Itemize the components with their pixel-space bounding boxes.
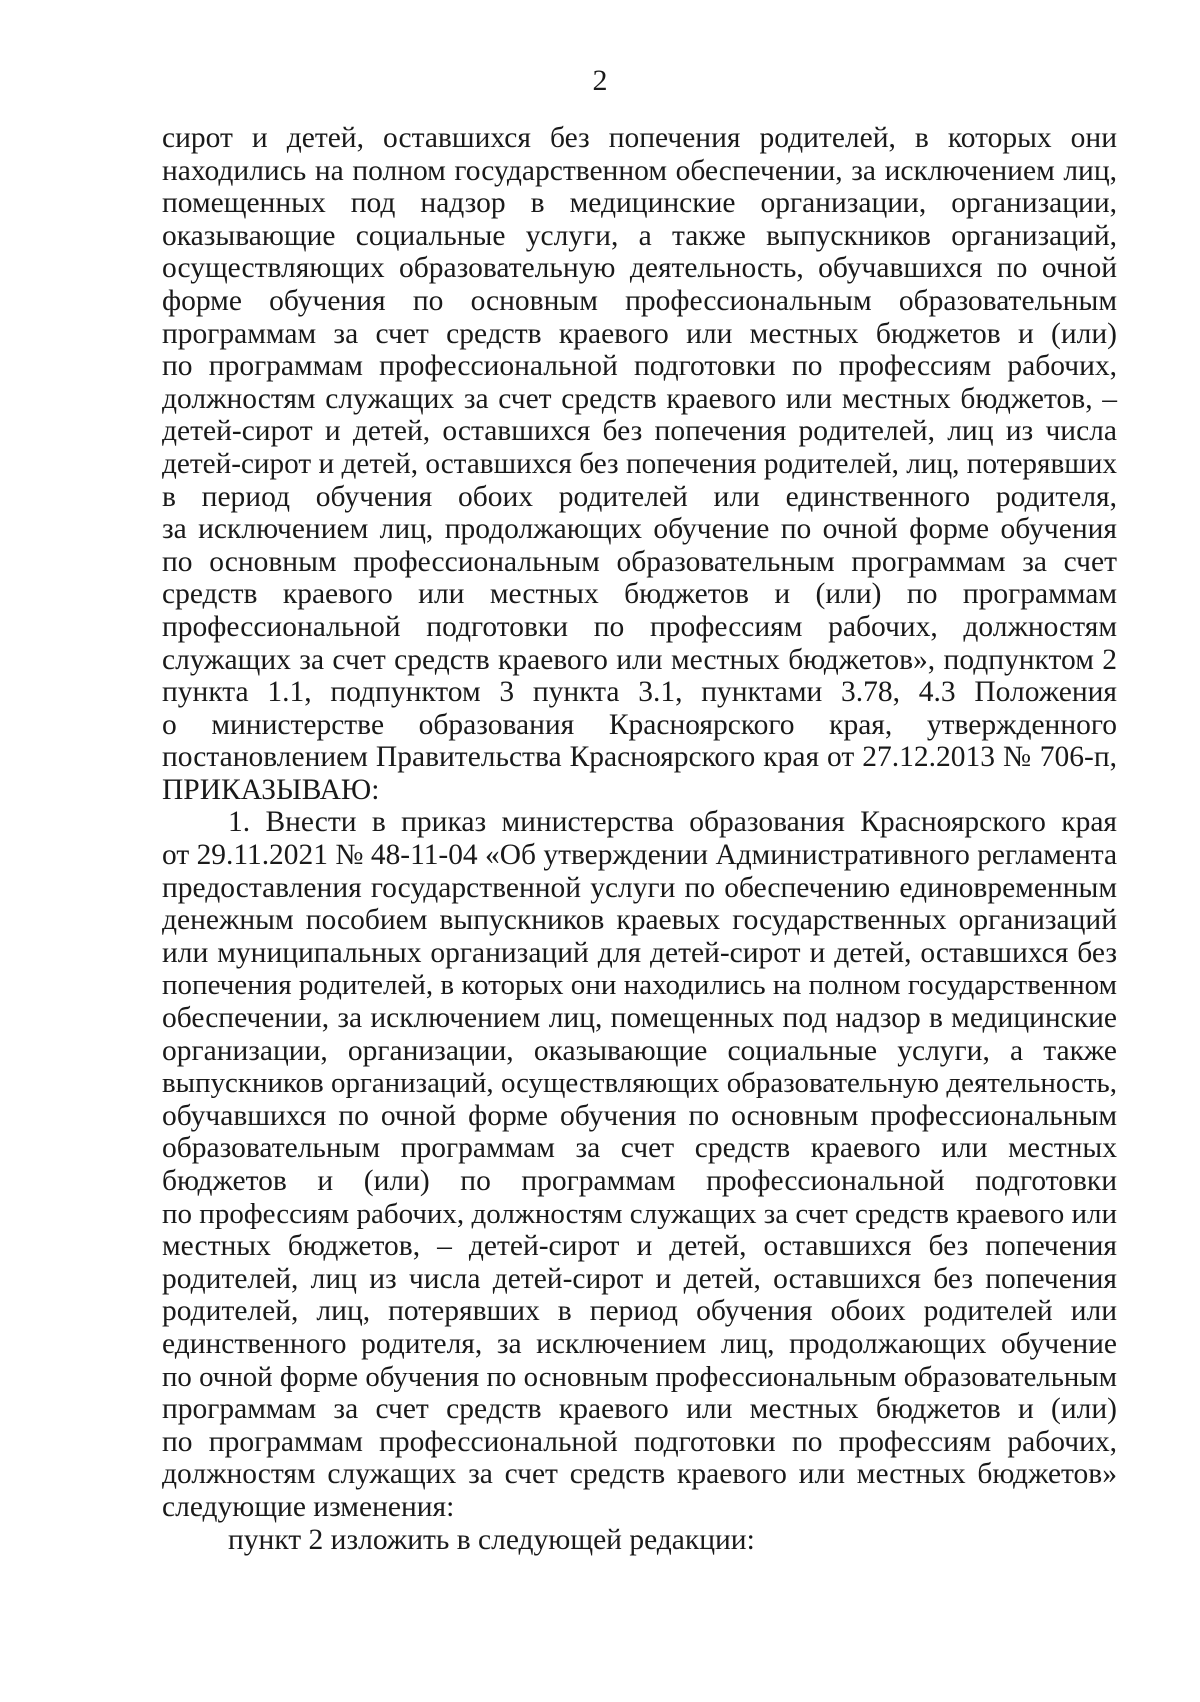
text-line: детей-сирот и детей, оставшихся без попечения родителей, лиц, потерявших xyxy=(162,447,1117,480)
order-heading: ПРИКАЗЫВАЮ: xyxy=(162,773,380,806)
text-line: о министерстве образования Красноярского края, утвержденного xyxy=(162,708,1117,741)
text-line: или муниципальных организаций для детей-сирот и детей, оставшихся без xyxy=(162,936,1117,969)
text-line: в период обучения обоих родителей или единственного родителя, xyxy=(162,480,1117,513)
text-line: денежным пособием выпускников краевых государственных организаций xyxy=(162,904,1117,937)
text-line: обеспечении, за исключением лиц, помещенных под надзор в медицинские xyxy=(162,1002,1117,1035)
page-number: 2 xyxy=(592,64,608,97)
text-line: профессиональной подготовки по профессиям рабочих, должностям xyxy=(162,610,1117,643)
text-line: находились на полном государственном обеспечении, за исключением лиц, xyxy=(162,154,1117,187)
text-line: бюджетов и (или) по программам профессиональной подготовки xyxy=(162,1165,1117,1197)
text-line: помещенных под надзор в медицинские организации, организации, xyxy=(162,187,1117,220)
text-line: по программам профессиональной подготовки по профессиям рабочих, xyxy=(162,1425,1117,1458)
text-line: попечения родителей, в которых они находились на полном государственном xyxy=(162,969,1117,1002)
text-line: пункта 1.1, подпунктом 3 пункта 3.1, пунктами 3.78, 4.3 Положения xyxy=(162,676,1117,709)
text-line: осуществляющих образовательную деятельность, обучавшихся по очной xyxy=(162,252,1117,285)
text-line: единственного родителя, за исключением лиц, продолжающих обучение xyxy=(162,1327,1117,1360)
text-line: детей-сирот и детей, оставшихся без попечения родителей, лиц из числа xyxy=(162,415,1117,448)
text-line: родителей, лиц, потерявших в период обучения обоих родителей или xyxy=(162,1295,1117,1328)
text-line: местных бюджетов, – детей-сирот и детей, оставшихся без попечения xyxy=(162,1230,1117,1263)
text-line: программам за счет средств краевого или местных бюджетов и (или) xyxy=(162,317,1117,350)
text-line: средств краевого или местных бюджетов и (или) по программам xyxy=(162,578,1117,611)
text-line: за исключением лиц, продолжающих обучение по очной форме обучения xyxy=(162,513,1117,546)
text-line: по программам профессиональной подготовки по профессиям рабочих, xyxy=(162,350,1117,383)
text-line: должностям служащих за счет средств краевого или местных бюджетов, – xyxy=(162,382,1117,415)
text-line: обучавшихся по очной форме обучения по основным профессиональным xyxy=(162,1099,1117,1132)
text-line: выпускников организаций, осуществляющих образовательную деятельность, xyxy=(162,1067,1117,1100)
text-line: форме обучения по основным профессиональным образовательным xyxy=(162,284,1117,317)
text-line: постановлением Правительства Красноярского края от 27.12.2013 № 706-п, xyxy=(162,741,1117,774)
text-line: организации, организации, оказывающие социальные услуги, а также xyxy=(162,1034,1117,1067)
text-line: по очной форме обучения по основным профессиональным образовательным xyxy=(162,1360,1117,1393)
text-line: должностям служащих за счет средств краевого или местных бюджетов» xyxy=(162,1458,1117,1491)
document-body xyxy=(162,122,1117,1556)
text-line: образовательным программам за счет средств краевого или местных xyxy=(162,1132,1117,1165)
text-line: сирот и детей, оставшихся без попечения родителей, в которых они xyxy=(162,122,1117,154)
text-line: от 29.11.2021 № 48-11-04 «Об утверждении Административного регламента xyxy=(162,839,1117,872)
text-line: служащих за счет средств краевого или местных бюджетов», подпунктом 2 xyxy=(162,643,1117,676)
text-line: родителей, лиц из числа детей-сирот и детей, оставшихся без попечения xyxy=(162,1262,1117,1295)
text-line: оказывающие социальные услуги, а также выпускников организаций, xyxy=(162,219,1117,252)
text-line: 1. Внести в приказ министерства образования Красноярского края xyxy=(228,806,1117,839)
text-line: программам за счет средств краевого или местных бюджетов и (или) xyxy=(162,1393,1117,1426)
text-line: следующие изменения: xyxy=(162,1490,455,1523)
text-line: пункт 2 изложить в следующей редакции: xyxy=(228,1523,755,1556)
text-line: предоставления государственной услуги по обеспечению единовременным xyxy=(162,871,1117,904)
text-line: по профессиям рабочих, должностям служащих за счет средств краевого или xyxy=(162,1197,1117,1230)
text-line: по основным профессиональным образовательным программам за счет xyxy=(162,545,1117,578)
